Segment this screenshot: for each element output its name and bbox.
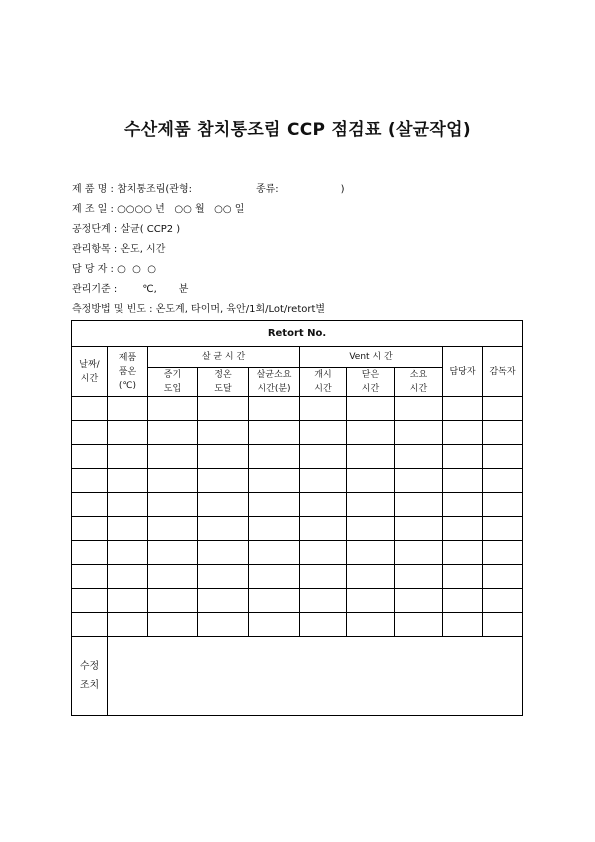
method-value: 온도계, 타이머, 육안/1회/Lot/retort별 [155,304,326,315]
standard-unit-temp: ℃, [142,284,157,295]
vent-close-cell[interactable] [347,613,395,637]
manager-row [72,260,345,280]
table-row [72,613,523,637]
page-title: 수산제품 참치통조림 CCP 점검표 (살균작업) [124,120,471,140]
vent-start-cell[interactable] [300,541,347,565]
vent-duration-cell[interactable] [395,589,443,613]
steam-intro-cell[interactable] [148,589,198,613]
product-temp-cell[interactable] [108,565,148,589]
corrective-action-label: 수정 조치 [72,637,108,716]
steam-intro-cell[interactable] [148,445,198,469]
vent-close-cell[interactable] [347,517,395,541]
manager-cell[interactable] [443,541,483,565]
vent-start-header: 개시 시간 [300,368,347,397]
vent-close-cell[interactable] [347,565,395,589]
product-label: 제 품 명 : [72,184,118,195]
standard-unit-minute: 분 [178,284,189,295]
inspection-table [71,320,523,716]
table-row [72,565,523,589]
vent-duration-cell[interactable] [395,469,443,493]
sterilization-duration-cell[interactable] [249,397,300,421]
sterilization-duration-cell[interactable] [249,613,300,637]
manager-cell[interactable] [443,469,483,493]
vent-start-cell[interactable] [300,565,347,589]
supervisor-cell[interactable] [483,589,523,613]
vent-duration-cell[interactable] [395,493,443,517]
standard-label: 관리기준 : [72,284,121,295]
supervisor-cell[interactable] [483,397,523,421]
item-row [72,240,345,260]
supervisor-cell[interactable] [483,517,523,541]
product-temp-cell[interactable] [108,613,148,637]
table-row [72,469,523,493]
manager-label: 담 당 자 : [72,264,118,275]
manager-cell[interactable] [443,517,483,541]
data-rows [72,397,523,637]
vent-close-cell[interactable] [347,541,395,565]
table-row [72,589,523,613]
table-row [72,541,523,565]
date-label: 제 조 일 : [72,204,118,215]
vent-close-cell[interactable] [347,445,395,469]
supervisor-cell[interactable] [483,469,523,493]
supervisor-cell[interactable] [483,445,523,469]
manager-cell[interactable] [443,613,483,637]
temp-reached-cell[interactable] [198,541,249,565]
manager-cell[interactable] [443,445,483,469]
type-label: 종류: [255,184,279,195]
steam-intro-cell[interactable] [148,469,198,493]
product-temp-cell[interactable] [108,517,148,541]
steam-intro-header: 증기 도입 [148,368,198,397]
vent-start-cell[interactable] [300,589,347,613]
supervisor-cell[interactable] [483,613,523,637]
process-label: 공정단계 : [72,224,121,235]
item-value: 온도, 시간 [120,244,166,255]
date-row [72,200,345,220]
supervisor-cell[interactable] [483,493,523,517]
product-temp-header: 제품 품온 (℃) [108,347,148,397]
temp-reached-cell[interactable] [198,589,249,613]
vent-close-header: 닫은 시간 [347,368,395,397]
vent-time-header: Vent 시 간 [300,347,443,368]
product-temp-cell[interactable] [108,421,148,445]
temp-reached-cell[interactable] [198,445,249,469]
product-temp-cell[interactable] [108,469,148,493]
steam-intro-cell[interactable] [148,493,198,517]
vent-close-cell[interactable] [347,397,395,421]
sterilization-time-header: 살 균 시 간 [148,347,300,368]
vent-duration-cell[interactable] [395,445,443,469]
manager-cell[interactable] [443,565,483,589]
manager-value: ○ ○ ○ [117,264,156,275]
supervisor-cell[interactable] [483,565,523,589]
steam-intro-cell[interactable] [148,541,198,565]
standard-row [72,280,345,300]
sterilization-duration-cell[interactable] [249,541,300,565]
vent-duration-cell[interactable] [395,397,443,421]
type-close: ) [340,184,345,195]
product-temp-cell[interactable] [108,445,148,469]
temp-reached-cell[interactable] [198,421,249,445]
process-row [72,220,345,240]
temp-reached-cell[interactable] [198,565,249,589]
steam-intro-cell[interactable] [148,397,198,421]
vent-duration-cell[interactable] [395,565,443,589]
vent-start-cell[interactable] [300,493,347,517]
date-time-cell[interactable] [72,541,108,565]
manager-cell[interactable] [443,421,483,445]
retort-no-header: Retort No. [72,321,523,347]
vent-close-cell[interactable] [347,469,395,493]
date-time-cell[interactable] [72,397,108,421]
vent-duration-cell[interactable] [395,421,443,445]
date-time-cell[interactable] [72,613,108,637]
product-temp-cell[interactable] [108,589,148,613]
vent-start-cell[interactable] [300,517,347,541]
info-section [72,180,345,320]
vent-start-cell[interactable] [300,421,347,445]
product-value: 참치통조림(관형: [117,184,192,195]
manager-cell[interactable] [443,589,483,613]
date-time-cell[interactable] [72,493,108,517]
date-time-cell[interactable] [72,565,108,589]
table-row [72,421,523,445]
method-label: 측정방법 및 빈도 : [72,304,156,315]
vent-start-cell[interactable] [300,445,347,469]
table-row [72,517,523,541]
vent-close-cell[interactable] [347,589,395,613]
table-row [72,397,523,421]
steam-intro-cell[interactable] [148,613,198,637]
temp-reached-cell[interactable] [198,493,249,517]
vent-duration-header: 소요 시간 [395,368,443,397]
date-time-header: 날짜/ 시간 [72,347,108,397]
vent-duration-cell[interactable] [395,613,443,637]
date-time-cell[interactable] [72,421,108,445]
steam-intro-cell[interactable] [148,517,198,541]
product-temp-cell[interactable] [108,493,148,517]
table-row [72,493,523,517]
temp-reached-header: 정온 도달 [198,368,249,397]
sterilization-duration-cell[interactable] [249,517,300,541]
product-row [72,180,345,200]
manager-cell[interactable] [443,493,483,517]
temp-reached-cell[interactable] [198,517,249,541]
steam-intro-cell[interactable] [148,421,198,445]
item-label: 관리항목 : [72,244,121,255]
product-temp-cell[interactable] [108,541,148,565]
temp-reached-cell[interactable] [198,613,249,637]
temp-reached-cell[interactable] [198,469,249,493]
supervisor-cell[interactable] [483,541,523,565]
steam-intro-cell[interactable] [148,565,198,589]
date-time-cell[interactable] [72,517,108,541]
supervisor-cell[interactable] [483,421,523,445]
sterilization-duration-cell[interactable] [249,589,300,613]
date-time-cell[interactable] [72,469,108,493]
vent-duration-cell[interactable] [395,517,443,541]
sterilization-duration-cell[interactable] [249,469,300,493]
process-value: 살균( CCP2 ) [120,224,181,235]
date-time-cell[interactable] [72,589,108,613]
vent-close-cell[interactable] [347,493,395,517]
sterilization-duration-cell[interactable] [249,493,300,517]
vent-start-cell[interactable] [300,397,347,421]
sterilization-duration-cell[interactable] [249,445,300,469]
manager-header: 담당자 [443,347,483,397]
supervisor-header: 감독자 [483,347,523,397]
temp-reached-cell[interactable] [198,397,249,421]
date-time-cell[interactable] [72,445,108,469]
corrective-action-field[interactable] [108,637,523,716]
vent-duration-cell[interactable] [395,541,443,565]
product-temp-cell[interactable] [108,397,148,421]
sterilization-duration-cell[interactable] [249,565,300,589]
table-row [72,445,523,469]
vent-close-cell[interactable] [347,421,395,445]
method-row [72,300,345,320]
vent-start-cell[interactable] [300,469,347,493]
sterilization-duration-cell[interactable] [249,421,300,445]
vent-start-cell[interactable] [300,613,347,637]
manager-cell[interactable] [443,397,483,421]
date-value: ○○○○ 년 ○○ 월 ○○ 일 [117,204,245,215]
sterilization-duration-header: 살균소요 시간(분) [249,368,300,397]
